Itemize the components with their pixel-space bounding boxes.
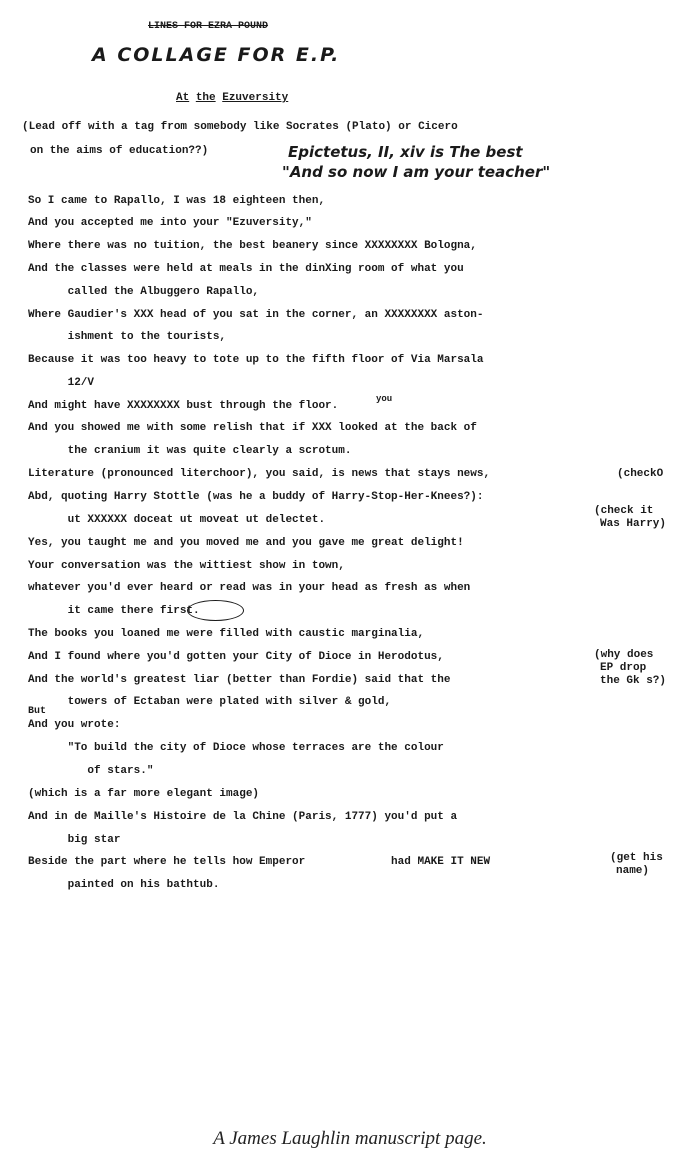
- epictetus-note-line-1: Epictetus, II, xiv is The best: [288, 143, 523, 161]
- text-line: whatever you'd ever heard or read was in your head as fresh as when: [28, 582, 471, 594]
- margin-note-get-name: name): [616, 865, 650, 877]
- interlinear-but: But: [28, 706, 47, 717]
- text-line: painted on his bathtub.: [28, 879, 220, 891]
- text-line: towers of Ectaban were plated with silver & gold,: [28, 696, 392, 708]
- text-line: big star: [28, 834, 121, 846]
- text-line: Your conversation was the wittiest show in town,: [28, 560, 345, 572]
- subtitle: [176, 92, 288, 104]
- text-line: And the world's greatest liar (better than Fordie) said that the: [28, 674, 451, 686]
- page-caption: A James Laughlin manuscript page.: [213, 1128, 487, 1149]
- text-line: ut XXXXXX doceat ut moveat ut delectet.: [28, 514, 326, 526]
- epictetus-note-line-2: "And so now I am your teacher": [282, 163, 551, 181]
- text-line: And might have XXXXXXXX bust through the floor.: [28, 400, 339, 412]
- text-line: on the aims of education??): [30, 145, 209, 157]
- struck-title: LINES FOR EZRA POUND: [148, 21, 269, 32]
- text-line: Abd, quoting Harry Stottle (was he a buddy of Harry-Stop-Her-Knees?):: [28, 491, 484, 503]
- text-line: And you accepted me into your "Ezuversity,": [28, 217, 312, 229]
- margin-note-check-harry: Was Harry): [600, 518, 667, 530]
- text-line: called the Albuggero Rapallo,: [28, 286, 260, 298]
- subtitle-word: At: [176, 92, 190, 104]
- text-line: (which is a far more elegant image): [28, 788, 260, 800]
- circled-word: [187, 600, 244, 621]
- text-line: the cranium it was quite clearly a scrotum.: [28, 445, 352, 457]
- text-line: Beside the part where he tells how Emperor had MAKE IT NEW: [28, 856, 491, 868]
- text-line: (Lead off with a tag from somebody like Socrates (Plato) or Cicero: [22, 121, 458, 133]
- text-line: And I found where you'd gotten your City of Dioce in Herodotus,: [28, 651, 444, 663]
- text-line: Literature (pronounced literchoor), you said, is news that stays news,: [28, 468, 491, 480]
- margin-note-why: (why does: [594, 649, 654, 661]
- text-line: And you wrote:: [28, 719, 121, 731]
- text-line: And in de Maille's Histoire de la Chine (Paris, 1777) you'd put a: [28, 811, 458, 823]
- text-line: it came there first.: [28, 605, 200, 617]
- text-line: of stars.": [28, 765, 154, 777]
- text-line: The books you loaned me were filled with caustic marginalia,: [28, 628, 425, 640]
- margin-note-get-name: (get his: [610, 852, 663, 864]
- margin-note-check-harry: (check it: [594, 505, 654, 517]
- text-line: And the classes were held at meals in the dinXing room of what you: [28, 263, 464, 275]
- margin-note-why: EP drop: [600, 662, 647, 674]
- text-line: Yes, you taught me and you moved me and you gave me great delight!: [28, 537, 464, 549]
- subtitle-word: Ezuversity: [222, 92, 289, 104]
- text-line: "To build the city of Dioce whose terraces are the colour: [28, 742, 444, 754]
- text-line: Because it was too heavy to tote up to the fifth floor of Via Marsala: [28, 354, 484, 366]
- margin-note-check: (checkO: [617, 468, 664, 480]
- text-line: And you showed me with some relish that if XXX looked at the back of: [28, 422, 477, 434]
- margin-note-why: the Gk s?): [600, 675, 667, 687]
- subtitle-word: the: [195, 92, 216, 104]
- text-line: ishment to the tourists,: [28, 331, 227, 343]
- text-line: Where Gaudier's XXX head of you sat in the corner, an XXXXXXXX aston-: [28, 309, 484, 321]
- text-line: Where there was no tuition, the best beanery since XXXXXXXX Bologna,: [28, 240, 477, 252]
- interlinear-you: you: [376, 394, 393, 404]
- handwritten-title: A COLLAGE FOR E.P.: [92, 44, 341, 66]
- text-line: 12/V: [28, 377, 95, 389]
- text-line: So I came to Rapallo, I was 18 eighteen then,: [28, 195, 326, 207]
